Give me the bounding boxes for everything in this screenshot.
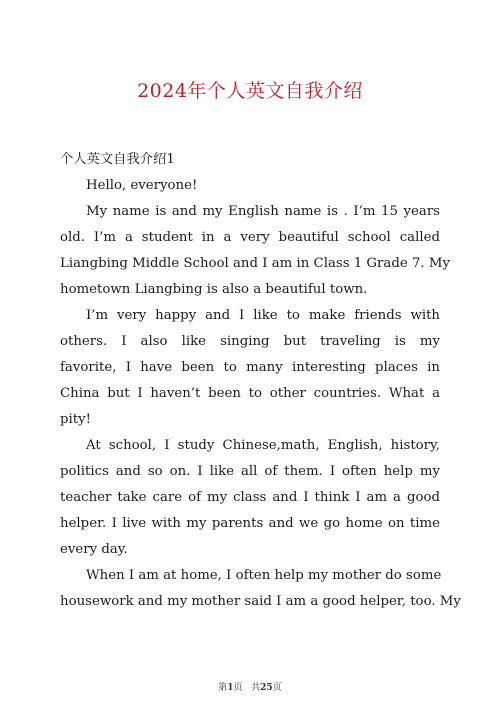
total-pages-number: 25: [260, 683, 273, 693]
paragraph-line: every day.: [60, 542, 128, 557]
paragraph-line: others. I also like singing but traveling is my: [60, 334, 440, 349]
footer-page-unit: 页: [233, 683, 243, 693]
paragraph-line: When I am at home, I often help my mother do some: [86, 568, 442, 583]
paragraph-line: Hello, everyone!: [86, 178, 198, 193]
page-footer: [0, 682, 500, 694]
paragraph-line: My name is and my English name is . I’m 15 years: [86, 204, 440, 219]
paragraph-line: helper. I live with my parents and we go home on time: [60, 516, 440, 531]
paragraph-line: politics and so on. I like all of them. I often help my: [60, 464, 440, 479]
document-title: 2024年个人英文自我介绍: [137, 80, 363, 102]
current-page-number: 1: [227, 683, 234, 693]
paragraph-line: At school, I study Chinese,math, English, history,: [86, 438, 440, 453]
paragraph-line: old. I’m a student in a very beautiful school called: [60, 230, 440, 245]
document-body: [60, 147, 461, 615]
footer-prefix: 第: [218, 683, 228, 693]
paragraph-line: China but I haven’t been to other countries. What a: [60, 386, 440, 401]
paragraph-line: housework and my mother said I am a good helper, too. My: [60, 594, 461, 609]
section-heading: 个人英文自我介绍1: [60, 152, 175, 167]
paragraph-line: hometown Liangbing is also a beautiful town.: [60, 282, 368, 297]
paragraph-line: Liangbing Middle School and I am in Class 1 Grade 7. My: [60, 256, 450, 271]
footer-total-prefix: 共: [251, 683, 261, 693]
paragraph-line: favorite, I have been to many interesting places in: [60, 360, 440, 375]
footer-total-unit: 页: [272, 683, 282, 693]
paragraph-line: teacher take care of my class and I think I am a good: [60, 490, 440, 505]
paragraph-line: pity!: [60, 412, 91, 427]
paragraph-line: I’m very happy and I like to make friends with: [86, 308, 440, 323]
